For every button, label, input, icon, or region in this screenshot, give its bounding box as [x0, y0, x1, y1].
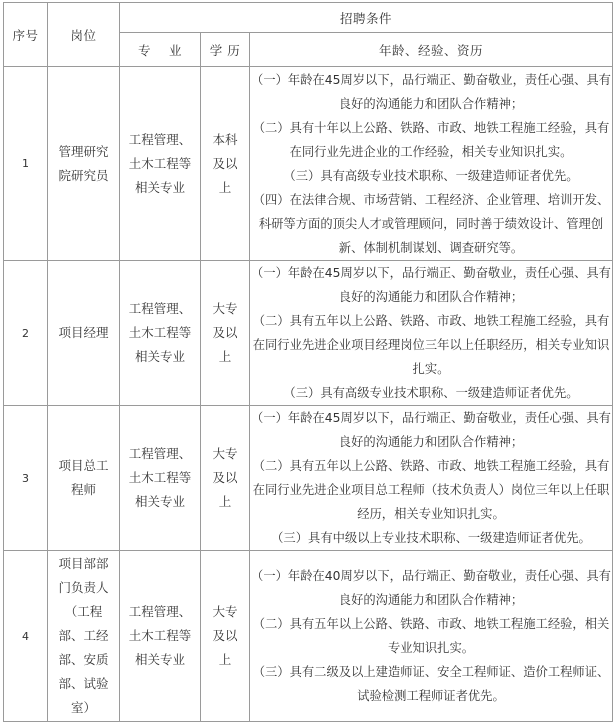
header-index: 序号 — [4, 3, 48, 67]
row-education: 大专及以上 — [201, 551, 250, 722]
row-index: 3 — [4, 406, 48, 551]
requirement-item: （四）在法律合规、市场营销、工程经济、企业管理、培训开发、科研等方面的顶尖人才或管理顾问，同时善于绩效设计、管理创新、体制机制谋划、调查研究等。 — [252, 192, 610, 255]
row-index: 1 — [4, 67, 48, 261]
row-education: 本科及以上 — [201, 67, 250, 261]
row-position: 项目经理 — [48, 261, 120, 406]
requirement-item: （一）年龄在40周岁以下，品行端正、勤奋敬业，责任心强、具有良好的沟通能力和团队合作精神； — [251, 569, 611, 607]
row-requirements — [250, 67, 613, 261]
header-education: 学 历 — [201, 33, 250, 67]
row-education: 大专及以上 — [201, 261, 250, 406]
row-position: 管理研究院研究员 — [48, 67, 120, 261]
header-recruitment-conditions: 招聘条件 — [120, 3, 613, 33]
requirement-item: （二）具有五年以上公路、铁路、市政、地铁工程施工经验，具有在同行业先进企业项目总工程师（技术负责人）岗位三年以上任职经历，相关专业知识扎实。 — [252, 459, 610, 521]
requirement-item: （三）具有高级专业技术职称、一级建造师证者优先。 — [283, 386, 579, 400]
requirement-item: （三）具有中级以上专业技术职称、一级建造师证者优先。 — [271, 531, 591, 545]
row-major: 工程管理、土木工程等相关专业 — [120, 406, 201, 551]
requirement-item: （三）具有二级及以上建造师证、安全工程师证、造价工程师证、试验检测工程师证者优先。 — [252, 665, 610, 703]
requirement-item: （二）具有五年以上公路、铁路、市政、地铁工程施工经验，相关专业知识扎实。 — [252, 617, 610, 655]
header-position: 岗位 — [48, 3, 120, 67]
table-row — [4, 551, 613, 722]
table-row — [4, 67, 613, 261]
row-major: 工程管理、土木工程等相关专业 — [120, 551, 201, 722]
table-row — [4, 406, 613, 551]
recruitment-table — [3, 2, 613, 722]
row-index: 4 — [4, 551, 48, 722]
row-index: 2 — [4, 261, 48, 406]
row-requirements — [250, 551, 613, 722]
header-requirements: 年龄、经验、资历 — [250, 33, 613, 67]
table-row — [4, 261, 613, 406]
requirement-item: （二）具有十年以上公路、铁路、市政、地铁工程施工经验，具有在同行业先进企业的工作经验，相关专业知识扎实。 — [252, 120, 610, 159]
requirement-item: （一）年龄在45周岁以下，品行端正、勤奋敬业，责任心强、具有良好的沟通能力和团队合作精神； — [251, 266, 611, 304]
row-major: 工程管理、土木工程等相关专业 — [120, 261, 201, 406]
header-major: 专 业 — [120, 33, 201, 67]
requirement-item: （一）年龄在45周岁以下，品行端正、勤奋敬业，责任心强、具有良好的沟通能力和团队合作精神； — [251, 72, 611, 111]
requirement-item: （一）年龄在45周岁以下，品行端正、勤奋敬业，责任心强、具有良好的沟通能力和团队合作精神； — [251, 411, 611, 449]
requirement-item: （三）具有高级专业技术职称、一级建造师证者优先。 — [283, 168, 579, 183]
row-position: 项目部部门负责人（工程部、工经部、安质部、试验室） — [48, 551, 120, 722]
row-requirements — [250, 261, 613, 406]
row-education: 大专及以上 — [201, 406, 250, 551]
row-major: 工程管理、土木工程等相关专业 — [120, 67, 201, 261]
row-position: 项目总工程师 — [48, 406, 120, 551]
header-row-top — [4, 3, 613, 33]
requirement-item: （二）具有五年以上公路、铁路、市政、地铁工程施工经验，具有在同行业先进企业项目经理岗位三年以上任职经历，相关专业知识扎实。 — [252, 314, 610, 376]
row-requirements — [250, 406, 613, 551]
